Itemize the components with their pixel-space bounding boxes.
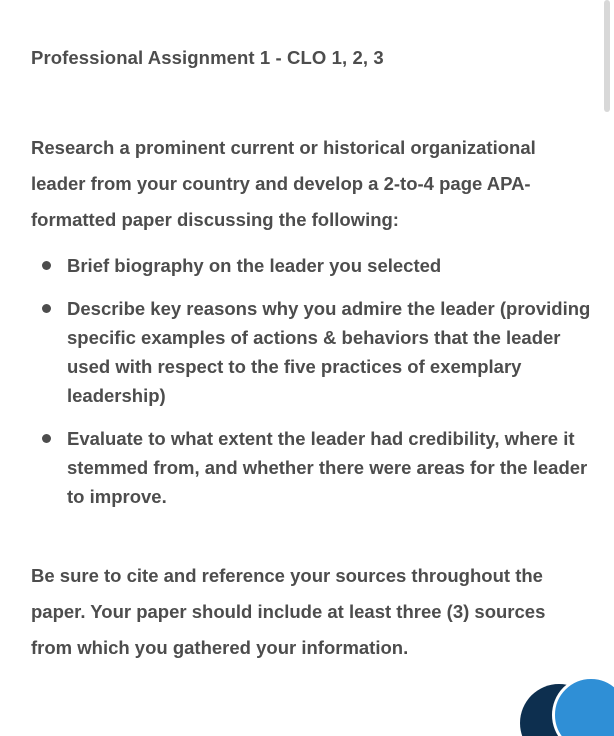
- floating-action-button[interactable]: [520, 676, 614, 736]
- list-item: [0, 251, 592, 280]
- list-item-text: Brief biography on the leader you selected: [67, 255, 442, 276]
- bullet-icon: [42, 304, 51, 313]
- assignment-outro: Be sure to cite and reference your sources throughout the paper. Your paper should include at least three (3) sources from which you gathered your information.: [31, 565, 546, 658]
- list-item-text: Evaluate to what extent the leader had credibility, where it stemmed from, and whether there were areas for the leader to improve.: [67, 428, 588, 507]
- bullet-icon: [42, 261, 51, 270]
- requirements-list: [0, 251, 600, 525]
- scrollbar-thumb[interactable]: [604, 0, 610, 112]
- list-item: [0, 424, 592, 511]
- bullet-icon: [42, 434, 51, 443]
- assignment-intro: Research a prominent current or historical organizational leader from your country and develop a 2-to-4 page APA-formatted paper discussing the following:: [31, 137, 536, 230]
- assignment-title: Professional Assignment 1 - CLO 1, 2, 3: [31, 47, 384, 68]
- list-item: [0, 294, 592, 410]
- list-item-text: Describe key reasons why you admire the leader (providing specific examples of actions & behaviors that the leader used with respect to the five practices of exemplary leadership): [67, 298, 591, 406]
